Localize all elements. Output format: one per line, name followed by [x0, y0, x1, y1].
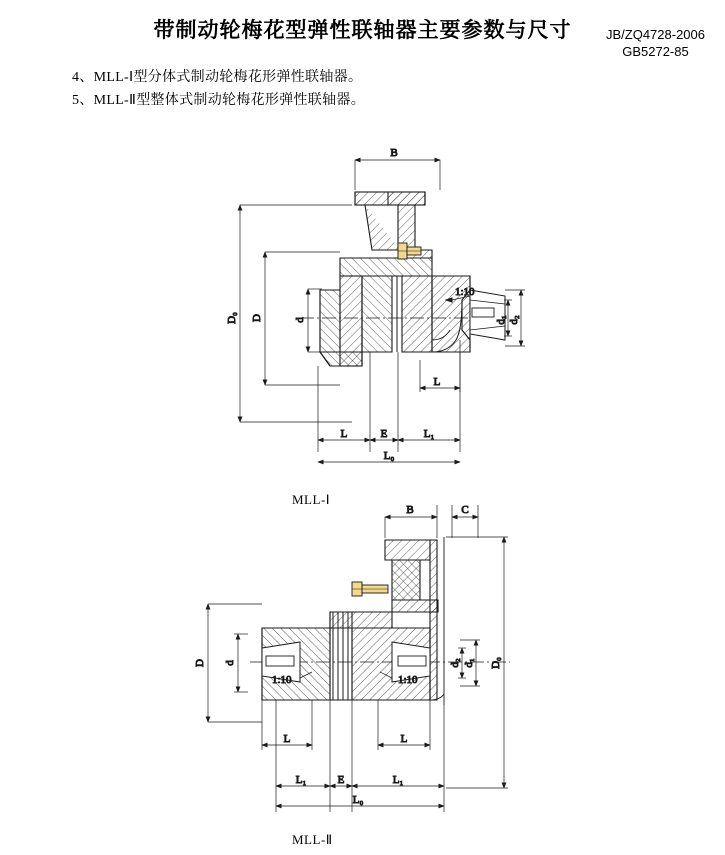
svg-text:d₂: d₂: [508, 315, 520, 325]
svg-text:B: B: [390, 147, 398, 159]
svg-text:1:10: 1:10: [455, 286, 475, 298]
svg-text:D: D: [194, 659, 206, 667]
svg-text:B: B: [406, 504, 414, 516]
svg-text:1:10: 1:10: [272, 674, 292, 686]
svg-text:d₁: d₁: [463, 658, 475, 668]
svg-text:L: L: [340, 428, 348, 440]
svg-text:L₀: L₀: [352, 794, 364, 806]
svg-text:L₀: L₀: [383, 450, 395, 462]
figure-mll-1: [226, 147, 525, 462]
svg-text:C: C: [461, 504, 469, 516]
standard-code-1: JB/ZQ4728-2006: [605, 27, 705, 42]
svg-text:E: E: [380, 428, 388, 440]
svg-text:d₁: d₁: [495, 315, 507, 325]
note-item-4: 4、MLL-Ⅰ型分体式制动轮梅花形弹性联轴器。: [72, 70, 363, 85]
svg-text:L: L: [400, 733, 408, 745]
svg-text:D₀: D₀: [226, 312, 238, 324]
standard-code-2: GB5272-85: [622, 44, 689, 59]
svg-text:d: d: [224, 660, 236, 666]
svg-text:D: D: [251, 314, 263, 322]
svg-text:L₁: L₁: [295, 774, 307, 786]
svg-text:1:10: 1:10: [398, 674, 418, 686]
page-title: 带制动轮梅花型弹性联轴器主要参数与尺寸: [153, 18, 572, 42]
svg-text:d: d: [294, 317, 306, 323]
svg-text:L₁: L₁: [392, 774, 404, 786]
figure-label-mll-1: MLL-Ⅰ: [292, 492, 331, 507]
svg-text:D₀: D₀: [490, 657, 502, 669]
svg-text:E: E: [337, 774, 345, 786]
note-item-5: 5、MLL-Ⅱ型整体式制动轮梅花形弹性联轴器。: [72, 93, 366, 108]
svg-text:L: L: [433, 376, 441, 388]
svg-text:L: L: [283, 733, 291, 745]
svg-text:L₁: L₁: [423, 428, 435, 440]
figure-mll-2: [194, 504, 510, 812]
svg-text:d₂: d₂: [449, 658, 461, 668]
figure-label-mll-2: MLL-Ⅱ: [292, 832, 333, 847]
